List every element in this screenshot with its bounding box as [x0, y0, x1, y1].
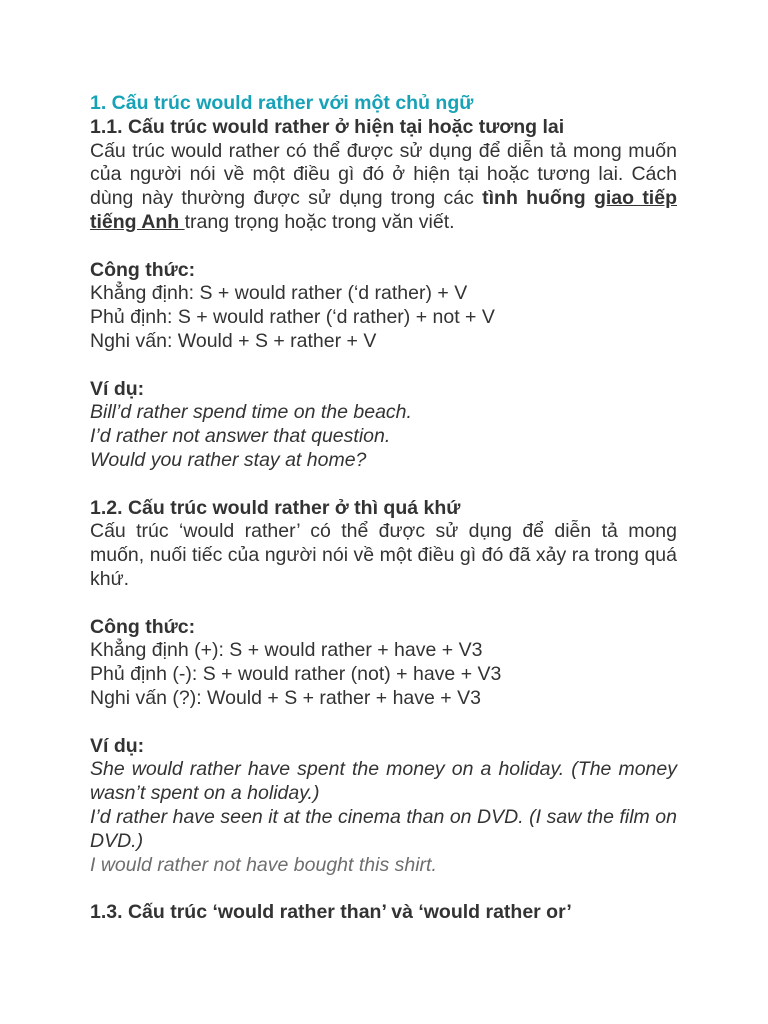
formula-question: Nghi vấn: Would + S + rather + V: [90, 329, 377, 352]
paragraph-present: [90, 140, 677, 235]
subsection-heading-1-1: 1.1. Cấu trúc would rather ở hiện tại hoặc tương lai: [90, 115, 565, 138]
subsection-heading-1-3: 1.3. Cấu trúc ‘would rather than’ và ‘would rather or’: [90, 901, 572, 924]
formula-affirmative: Khẳng định: S + would rather (‘d rather) + V: [90, 282, 468, 305]
example-sentence: I’d rather not answer that question.: [90, 425, 391, 448]
link-giao-tiep[interactable]: giao tiếp tiếng Anh: [90, 187, 677, 233]
formula-label: Công thức:: [90, 258, 196, 281]
spacer: [90, 235, 677, 259]
paragraph-past: Cấu trúc ‘would rather’ có thể được sử dụng để diễn tả mong muốn, nuối tiếc của người nói về một điều gì đó đã xảy ra trong quá khứ.: [90, 520, 677, 590]
formula-affirmative: Khẳng định (+): S + would rather + have + V3: [90, 639, 483, 662]
formula-label: Công thức:: [90, 615, 196, 638]
spacer: [90, 473, 677, 497]
document-page: [90, 92, 677, 925]
example-sentence: Would you rather stay at home?: [90, 448, 367, 471]
example-sentence: I’d rather have seen it at the cinema than on DVD. (I saw the film on DVD.): [90, 805, 677, 852]
paragraph-text-end: trang trọng hoặc trong văn viết.: [184, 210, 455, 233]
example-label: Ví dụ:: [90, 734, 145, 757]
subsection-heading-1-2: 1.2. Cấu trúc would rather ở thì quá khứ: [90, 496, 461, 519]
formula-question: Nghi vấn (?): Would + S + rather + have + V3: [90, 686, 481, 709]
example-sentence: Bill’d rather spend time on the beach.: [90, 401, 412, 424]
spacer: [90, 592, 677, 616]
spacer: [90, 711, 677, 735]
formula-negative: Phủ định (-): S + would rather (not) + have + V3: [90, 663, 502, 686]
formula-negative: Phủ định: S + would rather (‘d rather) + not + V: [90, 306, 495, 329]
spacer: [90, 877, 677, 901]
paragraph-text: Cấu trúc would rather có thể được sử dụng để diễn tả mong muốn của người nói về một điều gì đó ở hiện tại hoặc tương lai. Cách dùng này thường được sử dụng trong các: [90, 139, 677, 210]
spacer: [90, 354, 677, 378]
example-sentence: She would rather have spent the money on a holiday. (The money wasn’t spent on a holiday.): [90, 758, 677, 805]
section-heading: 1. Cấu trúc would rather với một chủ ngữ: [90, 92, 474, 114]
example-label: Ví dụ:: [90, 377, 145, 400]
example-sentence-grey: I would rather not have bought this shirt.: [90, 853, 437, 876]
bold-phrase: tình huống: [482, 187, 594, 210]
